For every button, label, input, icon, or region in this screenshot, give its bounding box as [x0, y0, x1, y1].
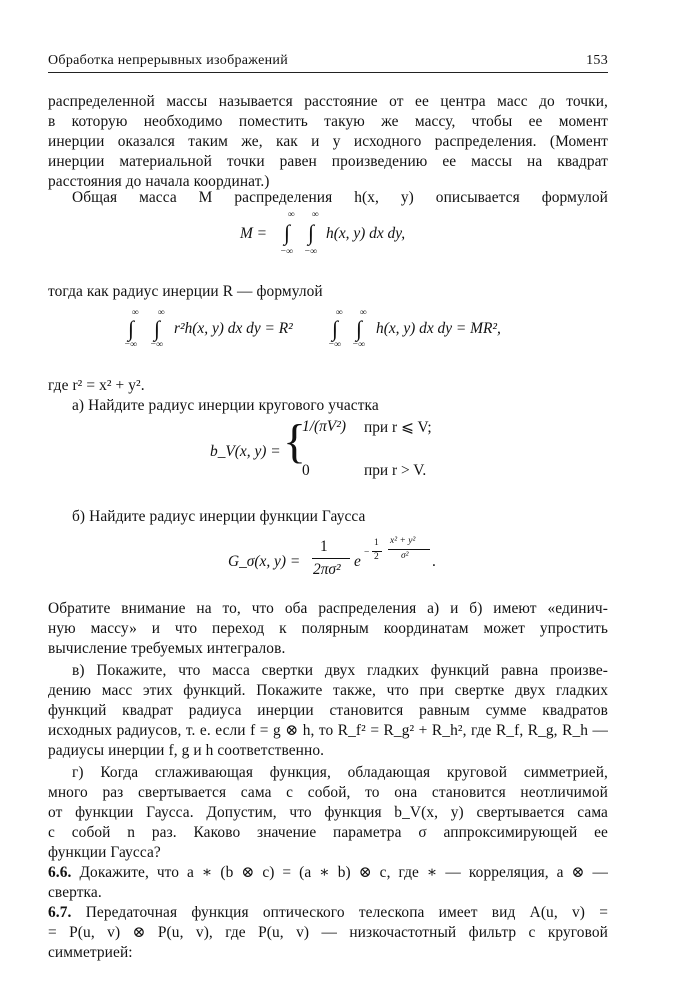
page-number: 153: [586, 53, 608, 68]
text-line: симметрией:: [48, 944, 133, 961]
problem-number: 6.7.: [48, 904, 72, 921]
problem-text: Передаточная функция оптического телескопа имеет вид A(u, v) =: [85, 904, 609, 921]
text-line: функций квадрат радиуса инерции становится равным сумме квадратов: [48, 702, 608, 719]
problem-text: Докажите, что a ∗ (b ⊗ c) = (a ∗ b) ⊗ c, где ∗ — корреляция, а ⊗ —: [79, 864, 608, 881]
text-line: расстояния до начала координат.): [48, 173, 270, 190]
text-line: инерции оказался таким же, как и у исходного распределения. (Момент: [48, 133, 608, 150]
text-line: с собой n раз. Каково значение параметра σ аппроксимирующей ее: [48, 824, 608, 841]
text-line: в которую необходимо поместить такую же массу, чтобы ее момент: [48, 113, 608, 130]
text-line: радиусы инерции f, g и h соответственно.: [48, 742, 325, 759]
text-line: ную массу» и что переход к полярным координатам может упростить: [48, 620, 608, 637]
text-line: дению масс этих функций. Покажите также, что при свертке двух гладких: [48, 682, 608, 699]
text-line: свертка.: [48, 884, 102, 901]
text-line: инерции материальной точки равен произведению ее массы на квадрат: [48, 153, 608, 170]
where-line: где r² = x² + y².: [48, 377, 145, 394]
text-line: Обратите внимание на то, что оба распределения а) и б) имеют «единич-: [48, 600, 608, 617]
problem-number: 6.6.: [48, 864, 72, 881]
text-line: много раз свертывается сама с собой, то она становится неотличимой: [48, 784, 608, 801]
problem-6-6: [48, 863, 608, 883]
problem-6-7: [48, 903, 608, 923]
text-line: функции Гаусса?: [48, 844, 161, 861]
text-line: от функции Гаусса. Допустим, что функция b_V(x, y) свертывается сама: [48, 804, 608, 821]
item-a: а) Найдите радиус инерции кругового участка: [72, 397, 379, 414]
radius-intro: тогда как радиус инерции R — формулой: [48, 283, 323, 300]
text-line: распределенной массы называется расстояние от ее центра масс до точки,: [48, 93, 608, 110]
text-line: в) Покажите, что масса свертки двух гладких функций равна произве-: [72, 662, 608, 679]
text-line: = P(u, v) ⊗ P(u, v), где P(u, v) — низкочастотный фильтр с круговой: [48, 924, 608, 941]
text-line: г) Когда сглаживающая функция, обладающая круговой симметрией,: [72, 764, 608, 781]
header-title: Обработка непрерывных изображений: [48, 53, 288, 68]
running-header: [48, 50, 608, 73]
text-line: исходных радиусов, т. е. если f = g ⊗ h, то R_f² = R_g² + R_h², где R_f, R_g, R_h —: [48, 722, 608, 739]
mass-intro: Общая масса M распределения h(x, y) описывается формулой: [72, 189, 608, 206]
text-line: вычисление требуемых интегралов.: [48, 640, 286, 657]
item-b: б) Найдите радиус инерции функции Гаусса: [72, 508, 366, 525]
